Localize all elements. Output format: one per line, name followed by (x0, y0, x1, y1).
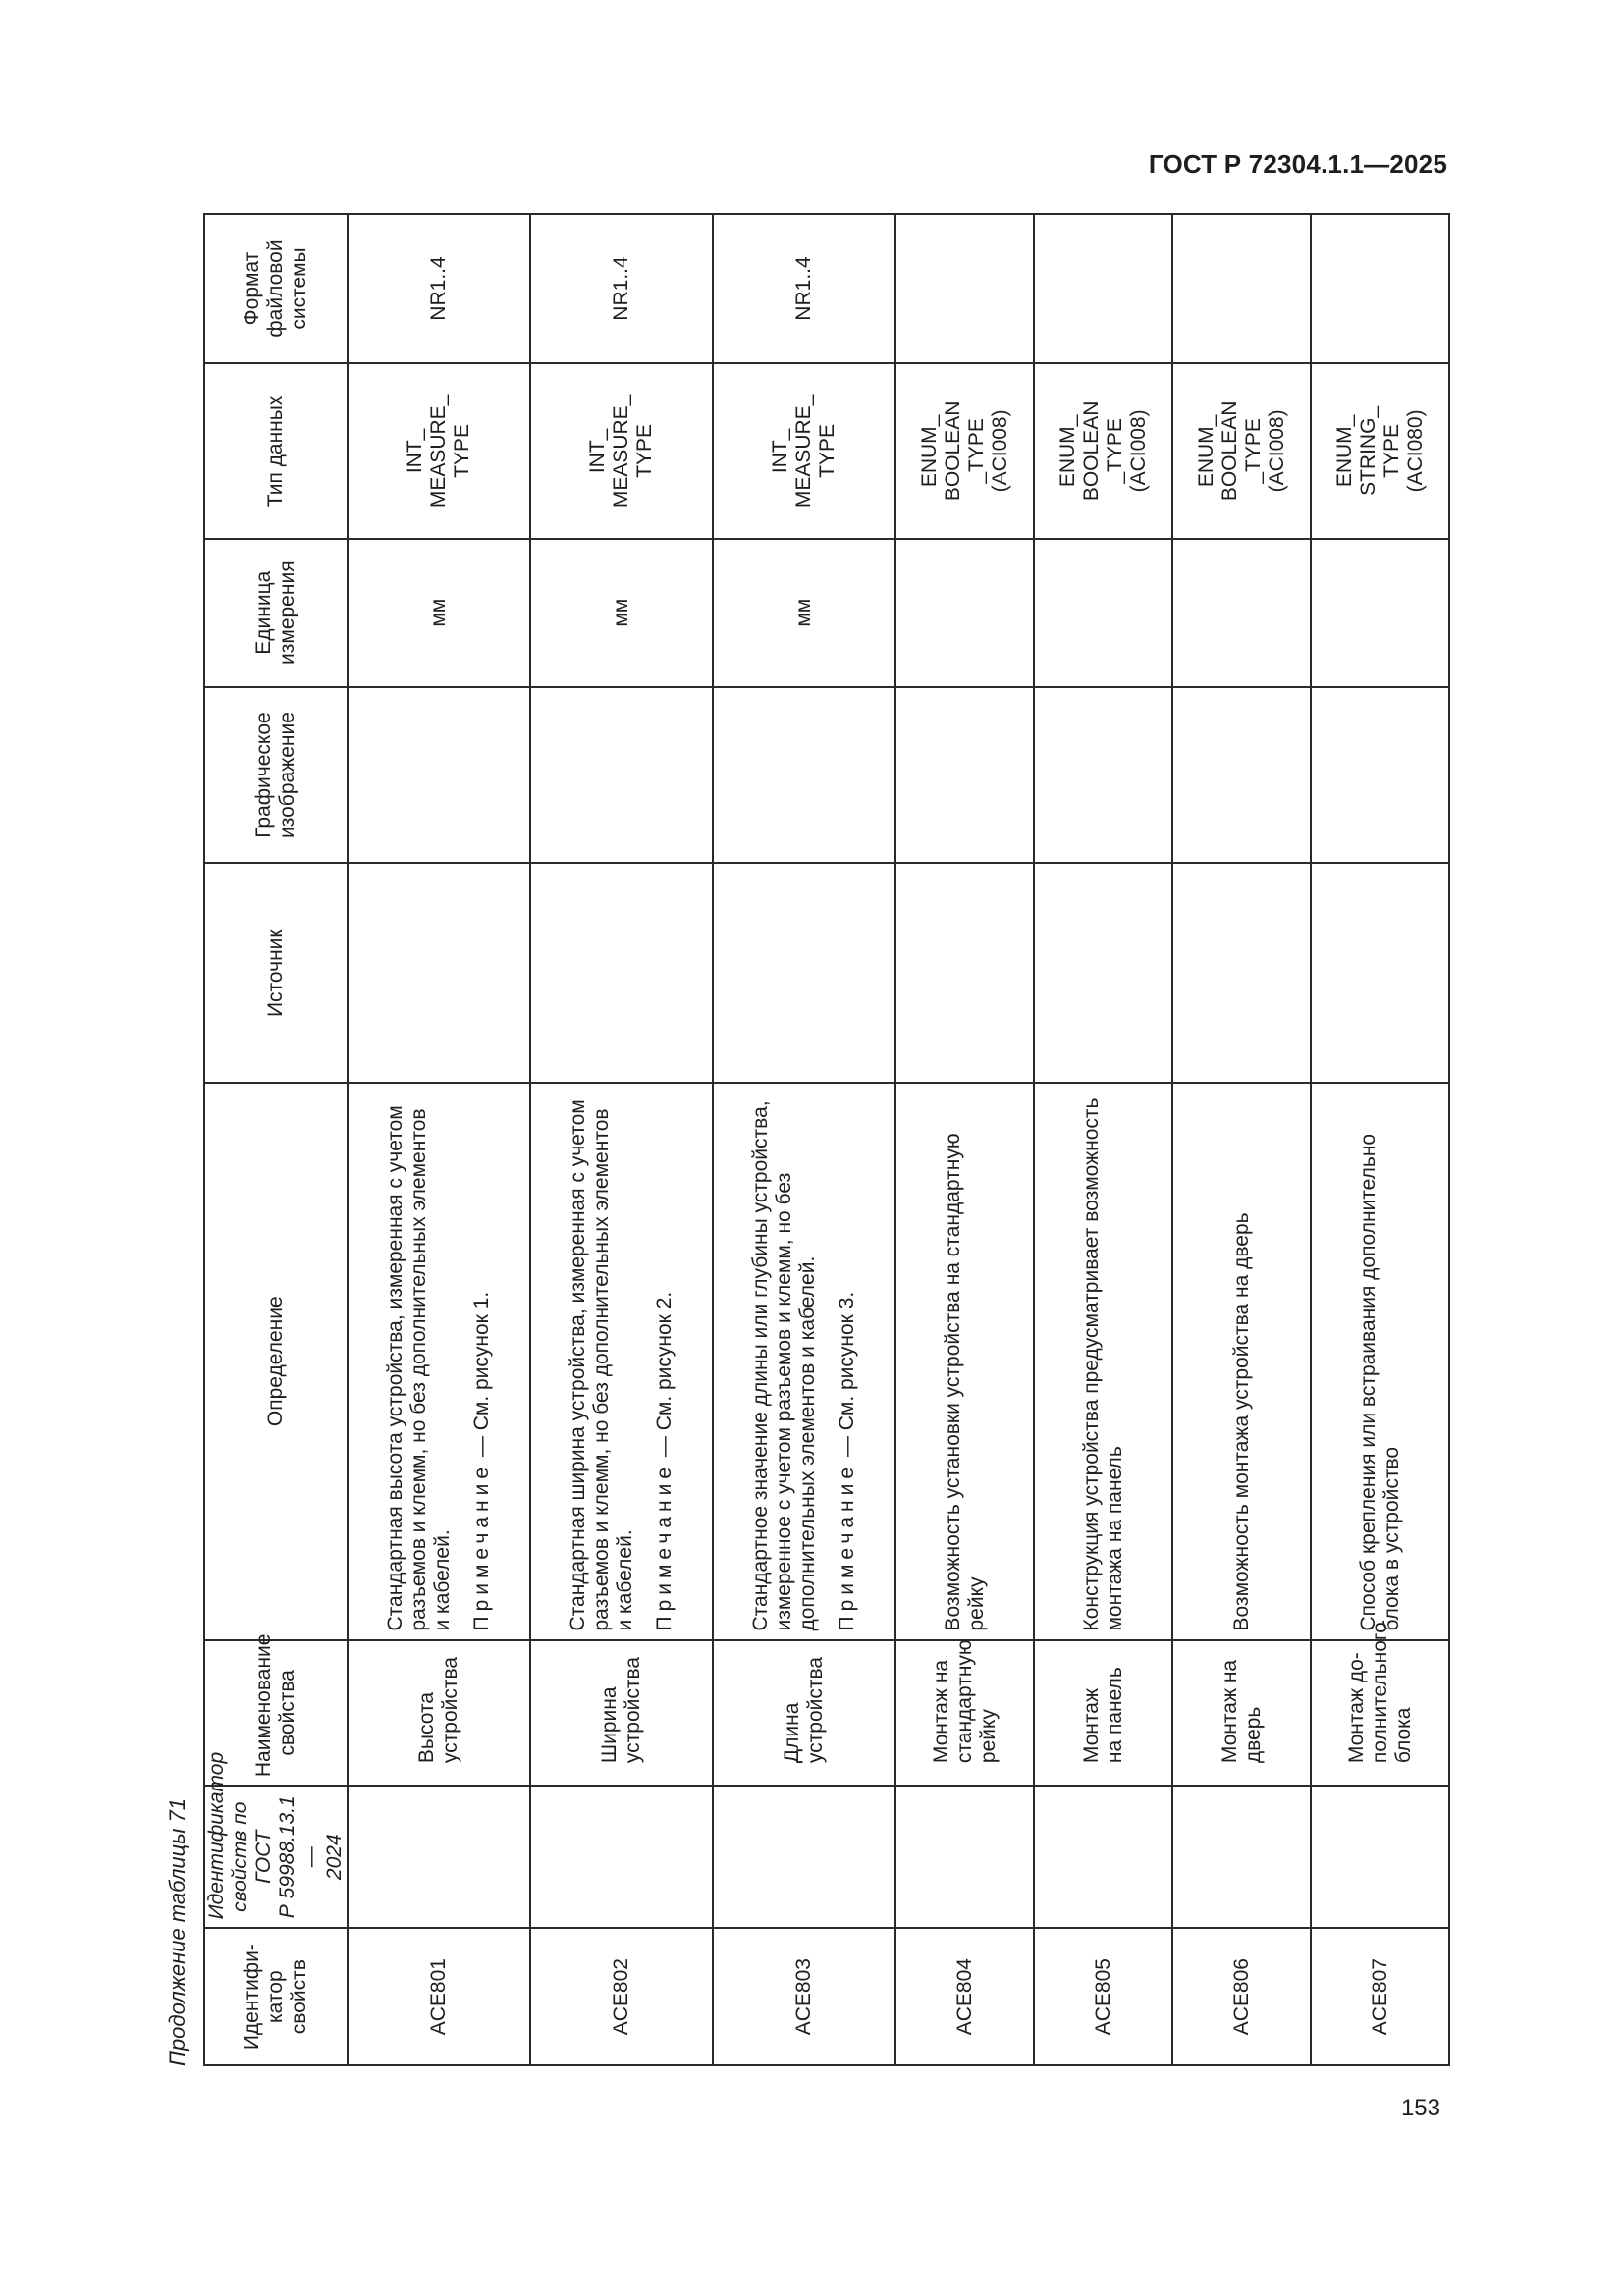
property-name-cell: Монтаж на панель (1034, 1640, 1172, 1787)
gost-id-cell (348, 1786, 530, 1928)
definition-text: Конструкция устройства предусматривает возможность монтажа на панель (1079, 1097, 1126, 1631)
table-row (713, 214, 895, 2065)
source-cell (1311, 863, 1449, 1082)
column-header: Тип данных (204, 363, 348, 539)
source-cell (1172, 863, 1311, 1082)
definition-note: Примечание — См. рисунок 3. (836, 1291, 858, 1631)
gost-id-cell (1172, 1786, 1311, 1928)
property-table (203, 213, 1450, 2066)
unit-cell (1034, 539, 1172, 687)
column-header: Формат файловой системы (204, 214, 348, 363)
property-name-cell: Высота устройства (348, 1640, 530, 1787)
fs-format-cell: NR1..4 (530, 214, 713, 363)
property-id-cell: ACE801 (348, 1928, 530, 2065)
gost-id-cell (1311, 1786, 1449, 1928)
gost-id-cell (895, 1786, 1034, 1928)
table-row (895, 214, 1034, 2065)
property-id-cell: ACE803 (713, 1928, 895, 2065)
data-type-cell: ENUM_ BOOLEAN _TYPE (ACI008) (1034, 363, 1172, 539)
source-cell (1034, 863, 1172, 1082)
graphic-cell (1034, 687, 1172, 864)
data-type-cell: INT_ MEASURE_ TYPE (530, 363, 713, 539)
data-type-cell: INT_ MEASURE_ TYPE (713, 363, 895, 539)
unit-cell (1311, 539, 1449, 687)
fs-format-cell (1311, 214, 1449, 363)
column-header: Определение (204, 1083, 348, 1640)
property-name-cell: Монтаж до- полнительного блока (1311, 1640, 1449, 1787)
definition-cell (1034, 1083, 1172, 1640)
graphic-cell (1311, 687, 1449, 864)
definition-cell (713, 1083, 895, 1640)
definition-cell (348, 1083, 530, 1640)
property-name-cell: Монтаж на стандартную рейку (895, 1640, 1034, 1787)
data-type-cell: ENUM_ BOOLEAN _TYPE (ACI008) (1172, 363, 1311, 539)
source-cell (530, 863, 713, 1082)
graphic-cell (713, 687, 895, 864)
property-name-cell: Монтаж на дверь (1172, 1640, 1311, 1787)
unit-cell: мм (713, 539, 895, 687)
column-header: Идентификатор свойств по ГОСТ Р 59988.13.1— 2024 (204, 1786, 348, 1928)
property-id-cell: ACE804 (895, 1928, 1034, 2065)
definition-text: Возможность установки устройства на стандартную рейку (941, 1133, 988, 1631)
source-cell (895, 863, 1034, 1082)
definition-text: Стандартная ширина устройства, измеренная с учетом разъемов и клемм, но без дополнительных элементов и кабелей. (567, 1099, 636, 1631)
definition-cell (1172, 1083, 1311, 1640)
property-id-cell: ACE805 (1034, 1928, 1172, 2065)
column-header: Наименование свойства (204, 1640, 348, 1787)
fs-format-cell (1034, 214, 1172, 363)
fs-format-cell (1172, 214, 1311, 363)
graphic-cell (1172, 687, 1311, 864)
page-number: 153 (1400, 2095, 1440, 2121)
property-id-cell: ACE807 (1311, 1928, 1449, 2065)
gost-id-cell (713, 1786, 895, 1928)
column-header: Единица измерения (204, 539, 348, 687)
column-header: Источник (204, 863, 348, 1082)
unit-cell (1172, 539, 1311, 687)
property-id-cell: ACE806 (1172, 1928, 1311, 2065)
table-row (530, 214, 713, 2065)
property-name-cell: Ширина устройства (530, 1640, 713, 1787)
rotated-table-frame (158, 213, 1427, 2066)
fs-format-cell: NR1..4 (348, 214, 530, 363)
definition-cell (530, 1083, 713, 1640)
definition-text: Стандартная высота устройства, измеренная с учетом разъемов и клемм, но без дополнительных элементов и кабелей. (384, 1105, 454, 1631)
definition-cell (895, 1083, 1034, 1640)
data-type-cell: ENUM_ BOOLEAN _TYPE (ACI008) (895, 363, 1034, 539)
fs-format-cell (895, 214, 1034, 363)
fs-format-cell: NR1..4 (713, 214, 895, 363)
definition-text: Возможность монтажа устройства на дверь (1229, 1212, 1253, 1631)
graphic-cell (895, 687, 1034, 864)
column-header: Графическое изображение (204, 687, 348, 864)
source-cell (713, 863, 895, 1082)
definition-note: Примечание — См. рисунок 1. (470, 1291, 493, 1631)
table-row (1311, 214, 1449, 2065)
table-caption: Продолжение таблицы 71 (165, 1798, 189, 2066)
table-row (348, 214, 530, 2065)
definition-text: Стандартное значение длины или глубины устройства, измеренное с учетом разъемов и клемм, но без дополнительных элементов и кабелей. (749, 1100, 819, 1631)
gost-id-cell (1034, 1786, 1172, 1928)
table-row (1034, 214, 1172, 2065)
definition-note: Примечание — См. рисунок 2. (653, 1291, 676, 1631)
table-row (1172, 214, 1311, 2065)
property-id-cell: ACE802 (530, 1928, 713, 2065)
data-type-cell: INT_ MEASURE_ TYPE (348, 363, 530, 539)
data-type-cell: ENUM_ STRING_ TYPE (ACI080) (1311, 363, 1449, 539)
document-header: ГОСТ Р 72304.1.1—2025 (1148, 149, 1447, 179)
property-name-cell: Длина устройства (713, 1640, 895, 1787)
table-header-row (204, 214, 348, 2065)
unit-cell: мм (530, 539, 713, 687)
definition-cell (1311, 1083, 1449, 1640)
graphic-cell (530, 687, 713, 864)
source-cell (348, 863, 530, 1082)
unit-cell: мм (348, 539, 530, 687)
gost-id-cell (530, 1786, 713, 1928)
graphic-cell (348, 687, 530, 864)
unit-cell (895, 539, 1034, 687)
column-header: Идентифи- катор свойств (204, 1928, 348, 2065)
definition-text: Способ крепления или встраивания дополнительно блока в устройство (1356, 1133, 1403, 1631)
